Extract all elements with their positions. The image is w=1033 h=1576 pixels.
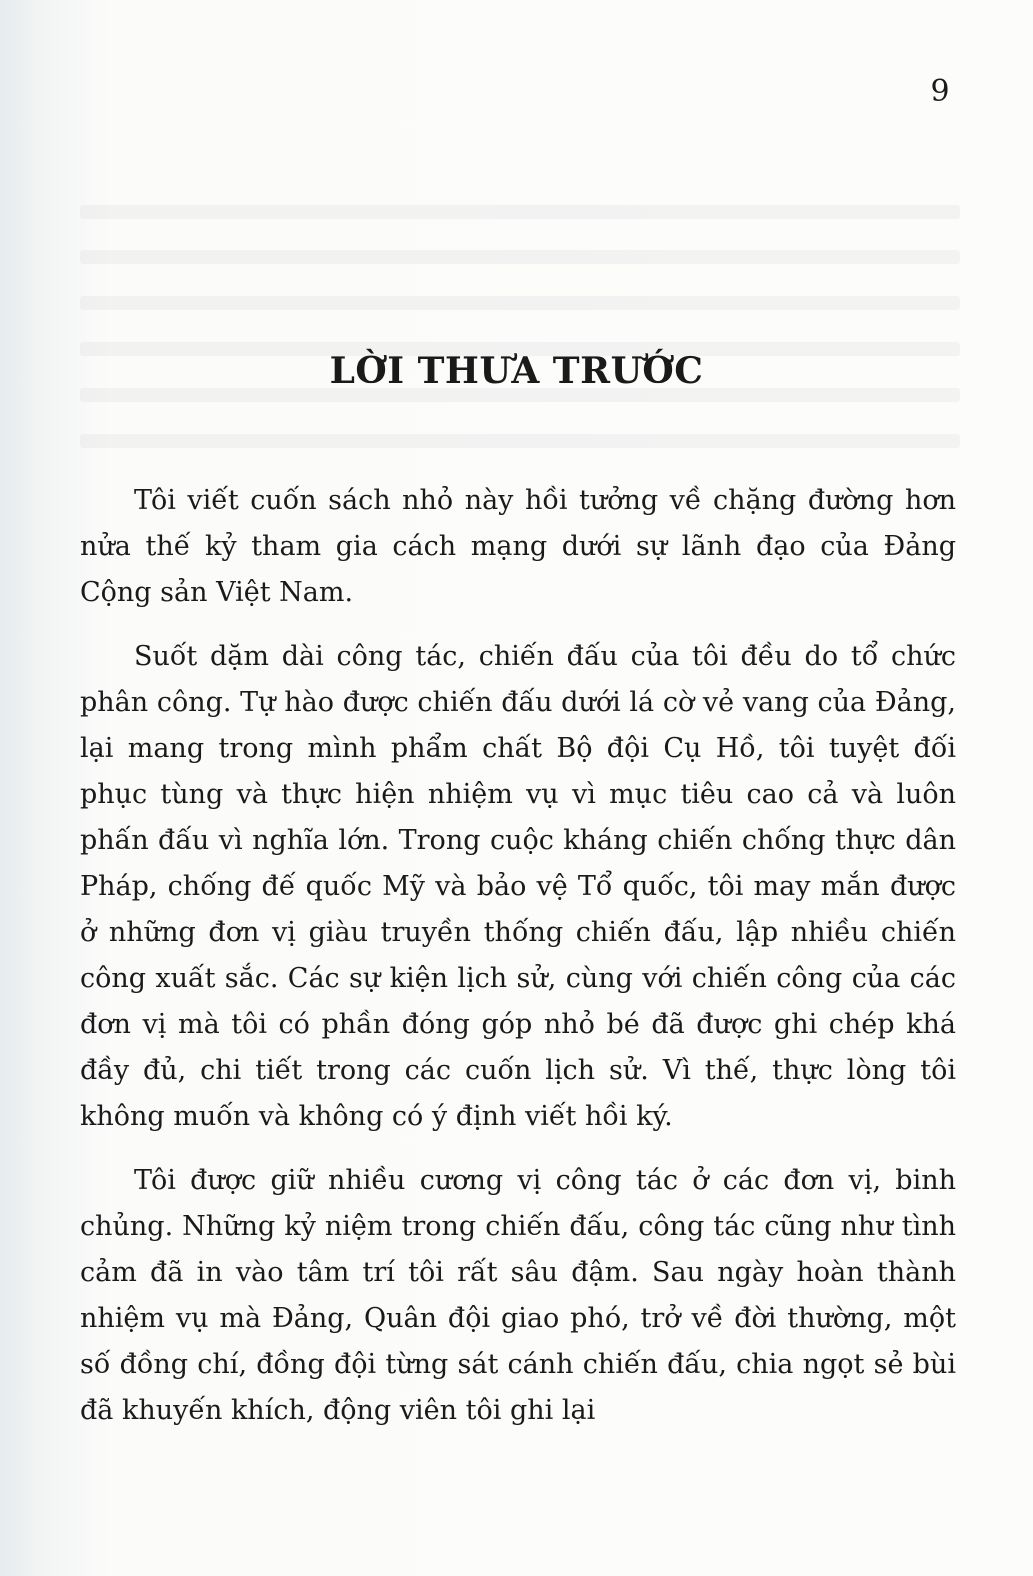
body-text: [80, 478, 956, 1452]
bleed-through-texture: [80, 296, 960, 310]
paragraph: Suốt dặm dài công tác, chiến đấu của tôi đều do tổ chức phân công. Tự hào được chiến đấu dưới lá cờ vẻ vang của Đảng, lại mang trong mình phẩm chất Bộ đội Cụ Hồ, tôi tuyệt đối phục tùng và thực hiện nhiệm vụ vì mục tiêu cao cả và luôn phấn đấu vì nghĩa lớn. Trong cuộc kháng chiến chống thực dân Pháp, chống đế quốc Mỹ và bảo vệ Tổ quốc, tôi may mắn được ở những đơn vị giàu truyền thống chiến đấu, lập nhiều chiến công xuất sắc. Các sự kiện lịch sử, cùng với chiến công của các đơn vị mà tôi có phần đóng góp nhỏ bé đã được ghi chép khá đầy đủ, chi tiết trong các cuốn lịch sử. Vì thế, thực lòng tôi không muốn và không có ý định viết hồi ký.: [80, 641, 956, 1132]
paragraph: Tôi được giữ nhiều cương vị công tác ở các đơn vị, binh chủng. Những kỷ niệm trong chiến đấu, công tác cũng như tình cảm đã in vào tâm trí tôi rất sâu đậm. Sau ngày hoàn thành nhiệm vụ mà Đảng, Quân đội giao phó, trở về đời thường, một số đồng chí, đồng đội từng sát cánh chiến đấu, chia ngọt sẻ bùi đã khuyến khích, động viên tôi ghi lại: [80, 1165, 956, 1426]
bleed-through-texture: [80, 205, 960, 219]
paragraph: Tôi viết cuốn sách nhỏ này hồi tưởng về chặng đường hơn nửa thế kỷ tham gia cách mạng dưới sự lãnh đạo của Đảng Cộng sản Việt Nam.: [80, 485, 956, 608]
chapter-title: LỜI THƯA TRƯỚC: [329, 350, 704, 392]
page-number: 9: [930, 74, 950, 109]
bleed-through-texture: [80, 434, 960, 448]
bleed-through-texture: [80, 250, 960, 264]
